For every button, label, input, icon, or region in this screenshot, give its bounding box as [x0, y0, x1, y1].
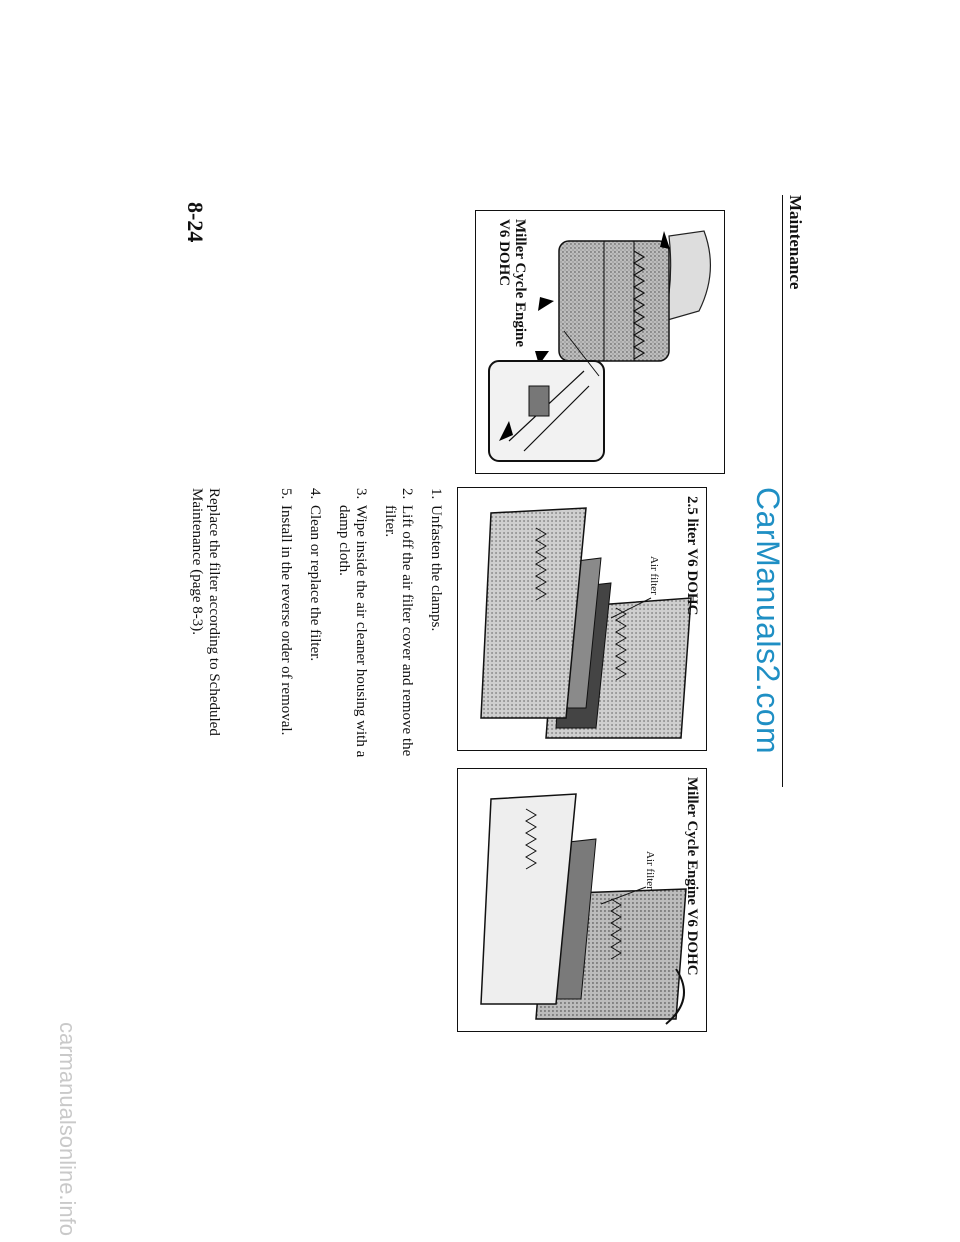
section-title: Maintenance	[786, 195, 805, 290]
figure-title: Miller Cycle Engine V6 DOHC	[684, 777, 700, 976]
step-item: 5. Install in the reverse order of removal.	[278, 488, 294, 736]
callout-air-filter: Air filter	[644, 851, 656, 890]
figure-title: 2.5 liter V6 DOHC	[684, 496, 700, 616]
replacement-note: Replace the filter according to Scheduled Maintenance (page 8-3).	[189, 488, 222, 736]
step-item: 4. Clean or replace the filter.	[307, 488, 323, 662]
illustration-25-liter-air-filter	[458, 488, 706, 750]
step-item: 1. Unfasten the clamps.	[428, 488, 444, 632]
procedure-steps	[265, 488, 444, 788]
callout-air-filter: Air filter	[648, 556, 660, 595]
illustration-miller-air-filter	[458, 769, 706, 1031]
watermark-carmanuals2: CarManuals2.com	[750, 487, 786, 755]
step-item: 3. Wipe inside the air cleaner housing with a damp cloth.	[336, 488, 369, 758]
footer-watermark: carmanualsonline.info	[55, 1022, 80, 1237]
figure-title-line1: Miller Cycle Engine	[512, 219, 528, 348]
step-item: 2. Lift off the air filter cover and remove the filter.	[382, 488, 415, 757]
figure-title-line2: V6 DOHC	[496, 219, 512, 287]
figure-miller-clamps	[475, 210, 725, 474]
page-number: 8-24	[183, 202, 208, 243]
figure-25-liter-v6	[457, 487, 707, 751]
figure-miller-v6	[457, 768, 707, 1032]
